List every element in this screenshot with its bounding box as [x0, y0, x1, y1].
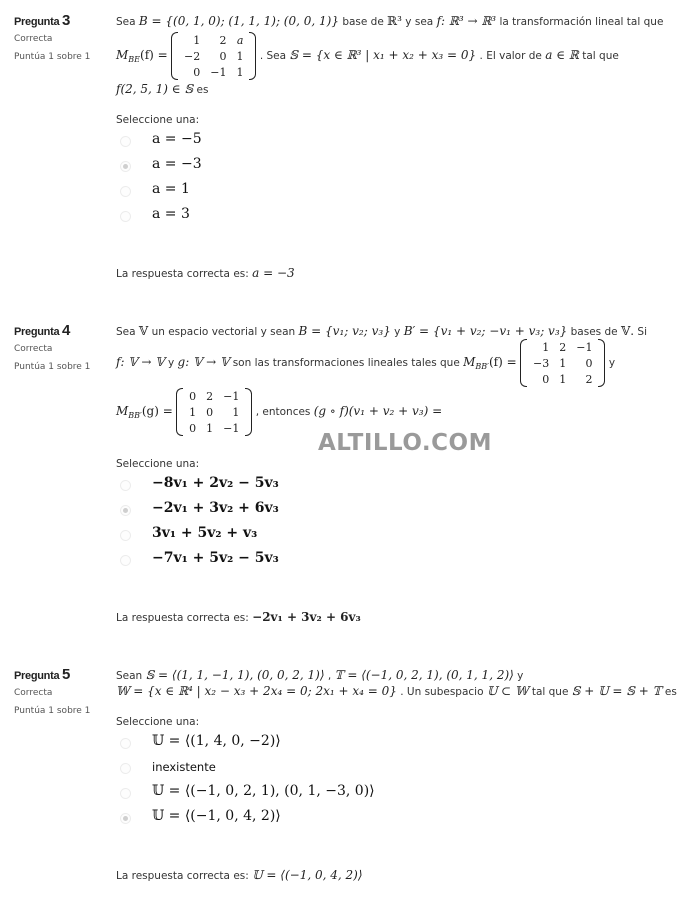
- matrix-cell: 2: [559, 340, 567, 354]
- matrix-cell: 0: [189, 421, 197, 435]
- radio-button[interactable]: [120, 555, 131, 566]
- stem-line-3: f(2, 5, 1) ∈ 𝕊 es: [116, 82, 209, 96]
- stem-line-2: f: 𝕍 → 𝕍 y g: 𝕍 → 𝕍 son las transformaciones lineales tales que $M_{BB'}(f)$ = 1 2 −1 −3 1 0 0 1 2 y: [116, 340, 616, 386]
- option-label: −2v₁ + 3v₂ + 6v₃: [152, 500, 279, 516]
- question-number: Pregunta 3: [14, 12, 71, 29]
- stem-line-3: $M_{BB'}(g)$ = 0 2 −1 1 0 1 0 1 −1 , entonces (g ∘ f)(v₁ + v₂ + v₃) =: [116, 389, 443, 435]
- radio-button[interactable]: [120, 136, 131, 147]
- matrix-cell: 2: [206, 389, 214, 403]
- matrix-cell: 0: [542, 372, 550, 386]
- radio-button[interactable]: [120, 763, 131, 774]
- stem-line-1: Sean 𝕊 = ⟨(1, 1, −1, 1), (0, 0, 2, 1)⟩ , 𝕋 = ⟨(−1, 0, 2, 1), (0, 1, 1, 2)⟩ y: [116, 668, 524, 682]
- matrix-cell: 0: [193, 65, 201, 79]
- correct-answer: La respuesta correcta es: a = −3: [116, 266, 295, 280]
- matrix-cell: 0: [189, 389, 197, 403]
- radio-button[interactable]: [120, 788, 131, 799]
- option-label: a = 3: [152, 206, 190, 222]
- option-label: 𝕌 = ⟨(1, 4, 0, −2)⟩: [152, 733, 281, 749]
- select-label: Seleccione una:: [116, 458, 200, 470]
- select-label: Seleccione una:: [116, 716, 200, 728]
- option-label: 𝕌 = ⟨(−1, 0, 2, 1), (0, 1, −3, 0)⟩: [152, 783, 375, 799]
- matrix-cell: −3: [533, 356, 550, 370]
- radio-button[interactable]: [120, 505, 131, 516]
- matrix-cell: −1: [576, 340, 593, 354]
- radio-button[interactable]: [120, 530, 131, 541]
- radio-button[interactable]: [120, 186, 131, 197]
- stem-line-2: $M_{BE}(f)$ = 1 2 a −2 0 1 0 −1 1 . Sea 𝕊 = {x ∈ ℝ³ | x₁ + x₂ + x₃ = 0} . El valor de a ∈ ℝ tal que: [116, 33, 619, 79]
- matrix-g: [176, 388, 252, 436]
- matrix-cell: −1: [223, 421, 240, 435]
- matrix-cell: 2: [585, 372, 593, 386]
- stem-line-1: Sea B = {(0, 1, 0); (1, 1, 1); (0, 0, 1)} base de ℝ³ y sea f: ℝ³ → ℝ³ la transformación lineal tal que: [116, 14, 664, 28]
- correct-answer: La respuesta correcta es: −2v₁ + 3v₂ + 6v₃: [116, 610, 361, 624]
- option-label: −8v₁ + 2v₂ − 5v₃: [152, 475, 279, 491]
- matrix-cell: a: [236, 33, 244, 47]
- radio-button[interactable]: [120, 738, 131, 749]
- matrix-cell: 1: [236, 49, 244, 63]
- matrix-cell: 1: [559, 372, 567, 386]
- matrix-cell: −2: [184, 49, 201, 63]
- question-grade: Puntúa 1 sobre 1: [14, 52, 91, 62]
- matrix-cell: 1: [206, 421, 214, 435]
- matrix-cell: 2: [219, 33, 227, 47]
- matrix-cell: 1: [193, 33, 201, 47]
- radio-button[interactable]: [120, 813, 131, 824]
- option-label: 3v₁ + 5v₂ + v₃: [152, 525, 258, 541]
- question-state: Correcta: [14, 34, 53, 44]
- stem-line-2: 𝕎 = {x ∈ ℝ⁴ | x₂ − x₃ + 2x₄ = 0; 2x₁ + x₄ = 0} . Un subespacio 𝕌 ⊂ 𝕎 tal que 𝕊 + 𝕌 = 𝕊 + 𝕋 es: [116, 684, 677, 698]
- question-info: [14, 666, 106, 716]
- option-label: inexistente: [152, 760, 216, 774]
- watermark: ALTILLO.COM: [318, 430, 492, 456]
- question-grade: Puntúa 1 sobre 1: [14, 706, 91, 716]
- question-info: [14, 322, 106, 372]
- question-state: Correcta: [14, 344, 53, 354]
- stem-line-1: Sea 𝕍 un espacio vectorial y sean B = {v₁; v₂; v₃} y B′ = {v₁ + v₂; −v₁ + v₃; v₃} bases de 𝕍. Si: [116, 324, 648, 338]
- radio-button[interactable]: [120, 211, 131, 222]
- matrix-cell: 1: [559, 356, 567, 370]
- matrix-cell: 0: [585, 356, 593, 370]
- matrix-cell: −1: [223, 389, 240, 403]
- matrix-cell: 1: [232, 405, 240, 419]
- question-number: Pregunta 5: [14, 666, 71, 683]
- matrix-cell: 0: [206, 405, 214, 419]
- radio-button[interactable]: [120, 480, 131, 491]
- matrix-f: [520, 339, 605, 387]
- option-label: a = −5: [152, 131, 202, 147]
- matrix-cell: 1: [542, 340, 550, 354]
- matrix-cell: 0: [219, 49, 227, 63]
- option-label: a = −3: [152, 156, 202, 172]
- question-info: [14, 12, 106, 62]
- radio-button[interactable]: [120, 161, 131, 172]
- correct-answer: La respuesta correcta es: 𝕌 = ⟨(−1, 0, 4, 2)⟩: [116, 868, 363, 882]
- question-grade: Puntúa 1 sobre 1: [14, 362, 91, 372]
- question-state: Correcta: [14, 688, 53, 698]
- option-label: 𝕌 = ⟨(−1, 0, 4, 2)⟩: [152, 808, 281, 824]
- option-label: a = 1: [152, 181, 190, 197]
- question-number: Pregunta 4: [14, 322, 71, 339]
- matrix-cell: 1: [189, 405, 197, 419]
- matrix-cell: 1: [236, 65, 244, 79]
- matrix-f: [171, 32, 256, 80]
- option-label: −7v₁ + 5v₂ − 5v₃: [152, 550, 279, 566]
- select-label: Seleccione una:: [116, 114, 200, 126]
- matrix-cell: −1: [210, 65, 227, 79]
